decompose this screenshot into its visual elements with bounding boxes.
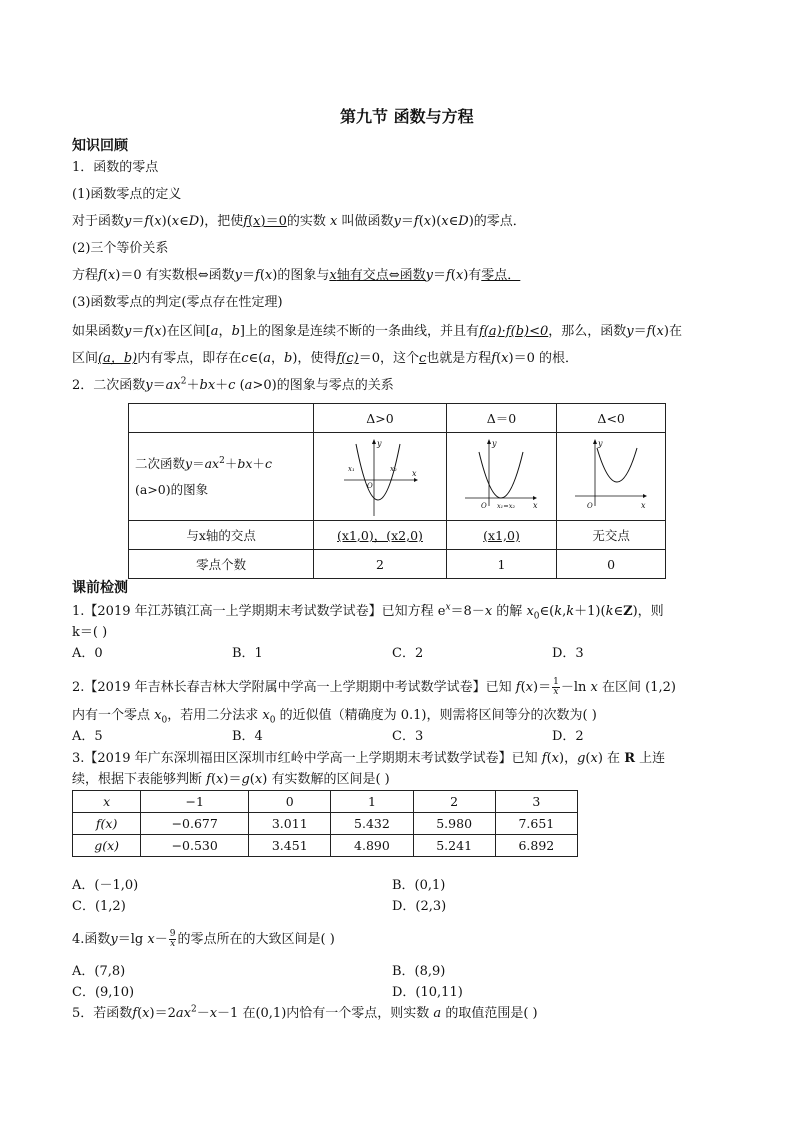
table-row-label: 零点个数	[129, 550, 314, 579]
equivalence-line: 方程f(x)＝0 有实数根⇔函数y＝f(x)的图象与x轴有交点⇔函数y＝f(x)有零点．	[72, 268, 521, 283]
question-2-line-1: 2.【2019 年吉林长春吉林大学附属中学高一上学期期中考试数学试卷】已知 f(x)＝ $\frac{1}{x}$ －ln x 在区间 (1,2)	[72, 677, 676, 697]
option-b: B．4	[232, 729, 263, 744]
table-cell: 5.980	[413, 813, 495, 835]
graph-cell	[557, 433, 666, 521]
table-cell: 3.451	[249, 835, 331, 857]
table-row	[129, 404, 666, 433]
table-row	[129, 433, 666, 521]
option-b: B．(8,9)	[392, 964, 446, 979]
sub-1: (1)函数零点的定义	[72, 187, 182, 202]
option-c: C．(1,2)	[72, 899, 126, 914]
table-cell: −0.677	[141, 813, 249, 835]
svg-text:x₁=x₂: x₁=x₂	[497, 501, 516, 510]
table-cell: 5.241	[413, 835, 495, 857]
table-cell: 6.892	[495, 835, 577, 857]
table-row	[73, 813, 578, 835]
sub-2: (2)三个等价关系	[72, 241, 169, 256]
table-header-cell: 1	[331, 791, 413, 813]
table-cell: 2	[314, 550, 446, 579]
item-1: 1．函数的零点	[72, 160, 159, 175]
svg-text:y: y	[376, 438, 382, 448]
table-cell: (x1,0)，(x2,0)	[314, 521, 446, 550]
graph-cell	[446, 433, 557, 521]
option-a: A．(7,8)	[72, 964, 126, 979]
table-header-cell: Δ>0	[314, 404, 446, 433]
table-cell: 无交点	[557, 521, 666, 550]
theorem-line-2: 区间(a，b)内有零点，即存在c∈(a，b)，使得f(c)＝0，这个c也就是方程f(x)＝0 的根．	[72, 351, 578, 366]
table-cell: 7.651	[495, 813, 577, 835]
option-a: A．(－1,0)	[72, 878, 139, 893]
svg-text:y: y	[598, 438, 603, 448]
question-3-line-2: 续，根据下表能够判断 f(x)＝g(x) 有实数解的区间是( )	[72, 772, 390, 787]
svg-text:O: O	[481, 501, 488, 510]
table-cell: 4.890	[331, 835, 413, 857]
table-header-cell: 0	[249, 791, 331, 813]
table-cell: (x1,0)	[446, 521, 557, 550]
table-row-label: f(x)	[73, 813, 141, 835]
option-b: B．1	[232, 646, 263, 661]
graph-cell	[314, 433, 446, 521]
table-row	[129, 521, 666, 550]
table-row-label: 二次函数$y=ax^2+bx+c$ (a>0)的图象	[129, 433, 314, 521]
page-title: 第九节 函数与方程	[340, 107, 474, 126]
question-1-line-1: 1.【2019 年江苏镇江高一上学期期末考试数学试卷】已知方程 $e^x=8-x$ 的解 $x_0\in(k,k+1)(k\in Z)$，则	[72, 602, 664, 622]
option-a: A．0	[72, 646, 103, 661]
theorem-line-1: 如果函数y＝f(x)在区间[a，b]上的图象是连续不断的一条曲线，并且有f(a)·f(b)<0，那么，函数y＝f(x)在	[72, 324, 682, 339]
table-header-cell: 3	[495, 791, 577, 813]
option-c: C．(9,10)	[72, 985, 135, 1000]
quadratic-table	[128, 403, 666, 579]
question-2-line-2: 内有一个零点 $x_0$，若用二分法求 $x_0$ 的近似值（精确度为 0.1)，则需将区间等分的次数为( )	[72, 708, 597, 726]
svg-text:O: O	[587, 501, 593, 510]
table-row	[73, 835, 578, 857]
svg-text:x₁: x₁	[347, 464, 355, 473]
option-d: D．(2,3)	[392, 899, 447, 914]
table-row	[73, 791, 578, 813]
item-2: 2．二次函数$y=ax^2+bx+c$ (a>0)的图象与零点的关系	[72, 376, 394, 393]
question-3-line-1: 3.【2019 年广东深圳福田区深圳市红岭中学高一上学期期末考试数学试卷】已知 f(x)，g(x) 在 R 上连	[72, 751, 666, 766]
option-b: B．(0,1)	[392, 878, 446, 893]
table-header-cell: −1	[141, 791, 249, 813]
svg-text:x: x	[411, 468, 417, 478]
table-header-cell: 2	[413, 791, 495, 813]
table-cell: 1	[446, 550, 557, 579]
sub-3: (3)函数零点的判定(零点存在性定理)	[72, 295, 283, 310]
parabola-one-root-graph	[461, 436, 541, 518]
svg-text:x: x	[641, 500, 646, 510]
definition-line: 对于函数y＝f(x)(x∈D)，把使f(x)＝0的实数 x 叫做函数y＝f(x)(x∈D)的零点．	[72, 214, 526, 229]
table-cell: 5.432	[331, 813, 413, 835]
table-cell: 0	[557, 550, 666, 579]
values-table	[72, 790, 578, 857]
parabola-two-roots-graph	[340, 436, 420, 518]
option-a: A．5	[72, 729, 103, 744]
option-d: D．3	[552, 646, 584, 661]
table-row-label: g(x)	[73, 835, 141, 857]
section-heading-review: 知识回顾	[72, 138, 128, 154]
table-cell: 3.011	[249, 813, 331, 835]
table-row-label: 与x轴的交点	[129, 521, 314, 550]
section-heading-pretest: 课前检测	[72, 580, 128, 596]
question-5: 5．若函数$f(x)=2ax^2-x-1$ 在(0,1)内恰有一个零点，则实数 a 的取值范围是( )	[72, 1004, 538, 1021]
option-d: D．(10,11)	[392, 985, 463, 1000]
table-cell: −0.530	[141, 835, 249, 857]
option-d: D．2	[552, 729, 584, 744]
svg-text:x: x	[533, 500, 538, 510]
table-header-cell: x	[73, 791, 141, 813]
question-1-line-2: k＝( )	[72, 625, 108, 640]
question-4: 4.函数y＝lg x－ $\frac{9}{x}$ 的零点所在的大致区间是( )	[72, 929, 335, 949]
table-cell	[129, 404, 314, 433]
option-c: C．2	[392, 646, 424, 661]
parabola-no-root-graph	[571, 436, 651, 518]
table-row	[129, 550, 666, 579]
svg-text:y: y	[492, 438, 498, 448]
svg-text:O: O	[366, 481, 373, 490]
option-c: C．3	[392, 729, 424, 744]
svg-text:x₂: x₂	[389, 464, 397, 473]
table-header-cell: Δ＝0	[446, 404, 557, 433]
table-header-cell: Δ<0	[557, 404, 666, 433]
